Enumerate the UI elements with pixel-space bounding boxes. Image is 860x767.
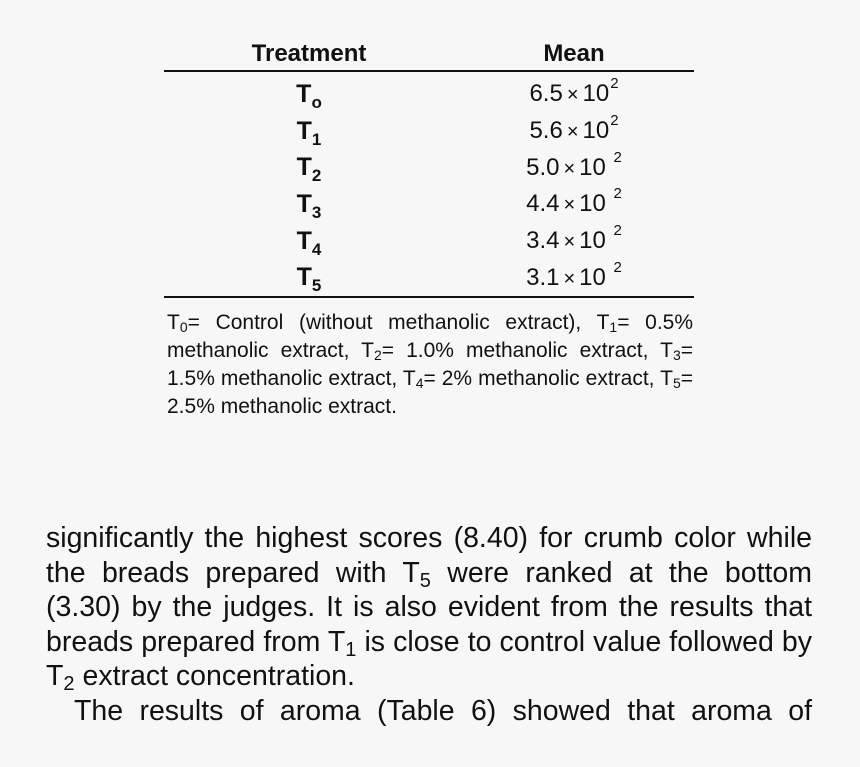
mean-cell: 4.4 × 10 $^2$ — [526, 185, 622, 218]
mean-cell: 3.1 × 10 $^2$ — [526, 258, 622, 291]
table-row — [164, 149, 694, 186]
mean-cell: 3.4 × 10 $^2$ — [526, 222, 622, 255]
treatment-cell: $T_o$ — [296, 79, 322, 112]
table-row — [164, 113, 694, 150]
table-header-row — [164, 30, 694, 72]
treatment-cell: $T_3$ — [296, 189, 322, 222]
treatment-cell: $T_5$ — [296, 263, 322, 296]
mean-cell: $6.5 \times 10^2$ — [529, 75, 619, 108]
treatment-cell: $T_4$ — [296, 226, 322, 259]
results-table — [164, 30, 694, 298]
table-footnote: $T_0=$ Control (without methanolic extract), $T_1= 0.5\%$ methanolic extract, $T_2= 1.0\%$ methanolic extract, $T_3= 1.5\%$ methanolic extract, $T_4= 2\%$ methanolic extract, $T_5= 2.5\%$ methanolic extract. — [167, 311, 694, 418]
paragraph: The results of aroma (Table 6) showed that aroma of — [74, 694, 812, 727]
header-treatment: Treatment — [251, 40, 367, 67]
table-row — [164, 223, 694, 260]
body-text — [46, 521, 812, 728]
table-row — [164, 76, 694, 113]
table-row — [164, 259, 694, 296]
table-row — [164, 186, 694, 223]
treatment-cell: $T_2$ — [296, 153, 322, 186]
header-mean: Mean — [543, 40, 605, 67]
mean-cell: $5.6 \times 10^2$ — [529, 112, 619, 145]
table-body — [164, 72, 694, 298]
paragraph: significantly the highest scores (8.40) for crumb color while the breads prepared with $T_5$ were ranked at the bottom (3.30) by the judges. It is also evident from the results that breads prepared from $T_1$ is close to control value followed by $T_2$ extract concentration. — [46, 522, 813, 695]
mean-cell: 5.0 × 10 $^2$ — [526, 148, 622, 181]
treatment-cell: $T_1$ — [296, 116, 322, 149]
